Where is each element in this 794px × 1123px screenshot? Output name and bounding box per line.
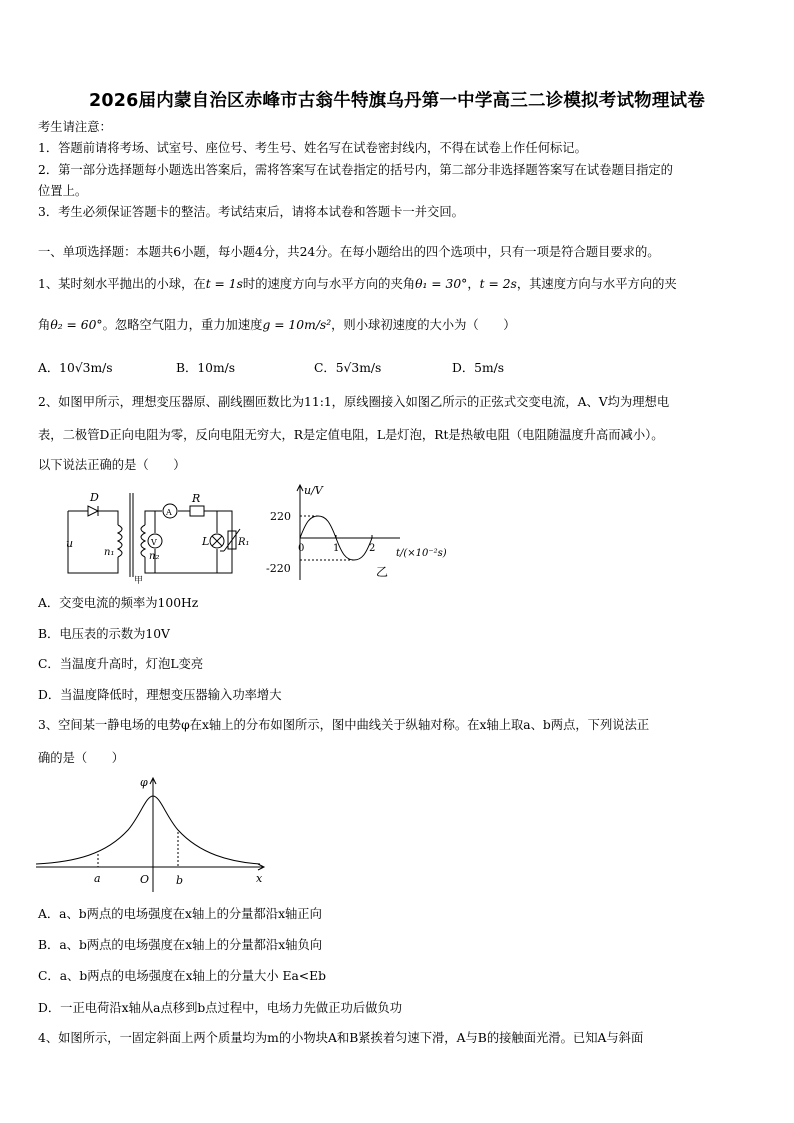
- x-axis-label: x: [256, 872, 263, 885]
- q2-option-b: B．电压表的示数为10V: [38, 627, 170, 641]
- q1-text: 角: [38, 318, 51, 332]
- point-a-label: a: [94, 872, 101, 885]
- q1-text: 。忽略空气阻力，重力加速度: [102, 318, 263, 332]
- q3-option-d: D．一正电荷沿x轴从a点移到b点过程中，电场力先做正功后做负功: [38, 1001, 403, 1015]
- q2-line-3: 以下说法正确的是（ ）: [38, 458, 186, 472]
- q2-option-a: A．交变电流的频率为100Hz: [38, 596, 199, 610]
- q1-text: ，则小球初速度的大小为（ ）: [331, 318, 516, 332]
- q3-option-c: C．a、b两点的电场强度在x轴上的分量大小 Ea<Eb: [38, 969, 326, 983]
- figure-yi-label: 乙: [376, 565, 389, 579]
- q4-line-1: 4、如图所示，一固定斜面上两个质量均为m的小物块A和B紧挨着匀速下滑，A与B的接触面光滑。已知A与斜面: [38, 1031, 644, 1045]
- resistor-label: R: [192, 492, 201, 505]
- notice-item-3: 3．考生必须保证答题卡的整洁。考试结束后，请将本试卷和答题卡一并交回。: [38, 205, 464, 219]
- q1-line-1: [38, 275, 758, 293]
- primary-turns-label: n₁: [104, 547, 115, 558]
- q2-option-d: D．当温度降低时，理想变压器输入功率增大: [38, 688, 282, 702]
- ammeter-label: A: [166, 508, 172, 517]
- notice-item-2-cont: 位置上。: [38, 184, 88, 198]
- graph-y-min-label: -220: [266, 562, 291, 575]
- section-heading: 一、单项选择题：本题共6小题，每小题4分，共24分。在每小题给出的四个选项中，只有一项是符合题目要求的。: [38, 245, 660, 259]
- graph-y-max-label: 220: [270, 510, 291, 523]
- notice-heading: 考生请注意：: [38, 120, 112, 134]
- notice-item-1: 1．答题前请将考场、试室号、座位号、考生号、姓名写在试卷密封线内，不得在试卷上作任何标记。: [38, 141, 587, 155]
- notice-item-2: 2．第一部分选择题每小题选出答案后，需将答案写在试卷指定的括号内，第二部分非选择题答案写在试卷题目指定的: [38, 163, 673, 177]
- q2-line-1: 2、如图甲所示，理想变压器原、副线圈匝数比为11:1，原线圈接入如图乙所示的正弦式交变电流，A、V均为理想电: [38, 395, 670, 409]
- voltage-sine-graph: [262, 480, 462, 585]
- q1-angle-1: θ₁ = 30°: [415, 277, 468, 291]
- origin-label: O: [140, 873, 150, 886]
- q3-line-2: 确的是（ ）: [38, 751, 125, 765]
- diode-label: D: [90, 491, 99, 504]
- source-label: u: [66, 537, 74, 550]
- q1-gravity: g = 10m/s²: [262, 318, 332, 332]
- q1-option-a: A．10√3m/s: [38, 361, 113, 375]
- point-b-label: b: [176, 874, 184, 887]
- q1-line-2: [38, 316, 758, 334]
- graph-tick-2: 2: [369, 543, 376, 554]
- figure-jia-label: 甲: [134, 576, 144, 585]
- q3-line-1: 3、空间某一静电场的电势φ在x轴上的分布如图所示，图中曲线关于纵轴对称。在x轴上取a、b两点，下列说法正: [38, 718, 650, 732]
- q1-option-d: D．5m/s: [452, 361, 505, 375]
- q2-line-2: 表，二极管D正向电阻为零，反向电阻无穷大，R是定值电阻，L是灯泡，Rt是热敏电阻（电阻随温度升高而减小）。: [38, 428, 664, 442]
- thermistor-label: R₁: [238, 537, 250, 548]
- graph-x-axis-label: t/(×10⁻²s): [396, 548, 447, 559]
- phi-axis-label: φ: [140, 776, 148, 789]
- q2-option-c: C．当温度升高时，灯泡L变亮: [38, 657, 204, 671]
- graph-origin-label: 0: [298, 543, 305, 554]
- q1-text: ，其速度方向与水平方向的夹: [516, 277, 677, 291]
- potential-curve-graph: [36, 770, 276, 895]
- secondary-turns-label: n₂: [149, 551, 160, 562]
- q1-text: 1、某时刻水平抛出的小球，在: [38, 277, 206, 291]
- lamp-label: L: [202, 535, 210, 548]
- q3-option-a: A．a、b两点的电场强度在x轴上的分量都沿x轴正向: [38, 907, 322, 921]
- q1-time-1: t = 1s: [205, 277, 243, 291]
- transformer-circuit-diagram: [62, 485, 252, 585]
- graph-tick-1: 1: [333, 543, 340, 554]
- q1-text: ，: [467, 277, 480, 291]
- q3-option-b: B．a、b两点的电场强度在x轴上的分量都沿x轴负向: [38, 938, 323, 952]
- voltmeter-label: V: [151, 538, 157, 547]
- q1-text: 时的速度方向与水平方向的夹角: [242, 277, 416, 291]
- q1-option-c: C．5√3m/s: [314, 361, 382, 375]
- graph-y-axis-label: u/V: [304, 484, 323, 497]
- exam-title: 2026届内蒙自治区赤峰市古翁牛特旗乌丹第一中学高三二诊模拟考试物理试卷: [89, 91, 705, 111]
- q1-angle-2: θ₂ = 60°: [50, 318, 103, 332]
- q1-option-b: B．10m/s: [176, 361, 236, 375]
- q1-time-2: t = 2s: [479, 277, 517, 291]
